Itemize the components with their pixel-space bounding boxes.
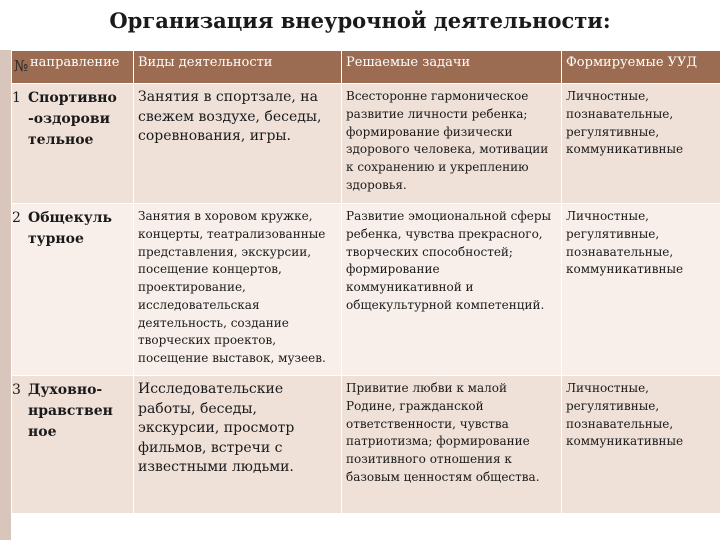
row-direction [12, 376, 134, 514]
header-tasks: Решаемые задачи [342, 51, 562, 84]
row-uud: Личностные, регулятивные, познавательные, коммуникативные [562, 376, 720, 514]
row-number: 1 [12, 90, 21, 106]
table-row [12, 204, 720, 376]
row-uud: Личностные, познавательные, регулятивные, коммуникативные [562, 84, 720, 204]
row-tasks: Всесторонне гармоническое развитие личности ребенка; формирование физически здорового человека, мотивации к сохранению и укреплению здоровья. [342, 84, 562, 204]
row-kinds: Исследовательские работы, беседы, экскурсии, просмотр фильмов, встречи с известными людьми. [134, 376, 342, 514]
table-header-row [12, 51, 720, 84]
row-number: 3 [12, 382, 21, 398]
page-title: Организация внеурочной деятельности: [109, 8, 611, 33]
row-tasks: Развитие эмоциональной сферы ребенка, чувства прекрасного, творческих способностей; формирование коммуникативной и общекультурной компетенций. [342, 204, 562, 376]
table-row [12, 376, 720, 514]
row-direction [12, 204, 134, 376]
row-direction-label: Духовно- нравствен ное [28, 382, 113, 440]
row-kinds: Занятия в хоровом кружке, концерты, театрализованные представления, экскурсии, посещение концертов, проектирование, исследовательская деятельность, создание творческих проектов, посещение выставок, музеев. [134, 204, 342, 376]
activities-table [11, 50, 720, 514]
row-number: 2 [12, 210, 21, 226]
row-kinds: Занятия в спортзале, на свежем воздухе, беседы, соревнования, игры. [134, 84, 342, 204]
header-number: № [14, 57, 29, 75]
left-margin-bar [0, 50, 11, 540]
table-row [12, 84, 720, 204]
header-direction [12, 51, 134, 84]
row-direction-label: Спортивно -оздорови тельное [28, 90, 117, 148]
header-uud: Формируемые УУД [562, 51, 720, 84]
row-direction [12, 84, 134, 204]
row-tasks: Привитие любви к малой Родине, гражданской ответственности, чувства патриотизма; формирование позитивного отношения к базовым ценностям общества. [342, 376, 562, 514]
row-direction-label: Общекуль турное [28, 210, 113, 247]
row-uud: Личностные, регулятивные, познавательные, коммуникативные [562, 204, 720, 376]
header-kinds: Виды деятельности [134, 51, 342, 84]
header-direction-label: направление [30, 55, 120, 70]
